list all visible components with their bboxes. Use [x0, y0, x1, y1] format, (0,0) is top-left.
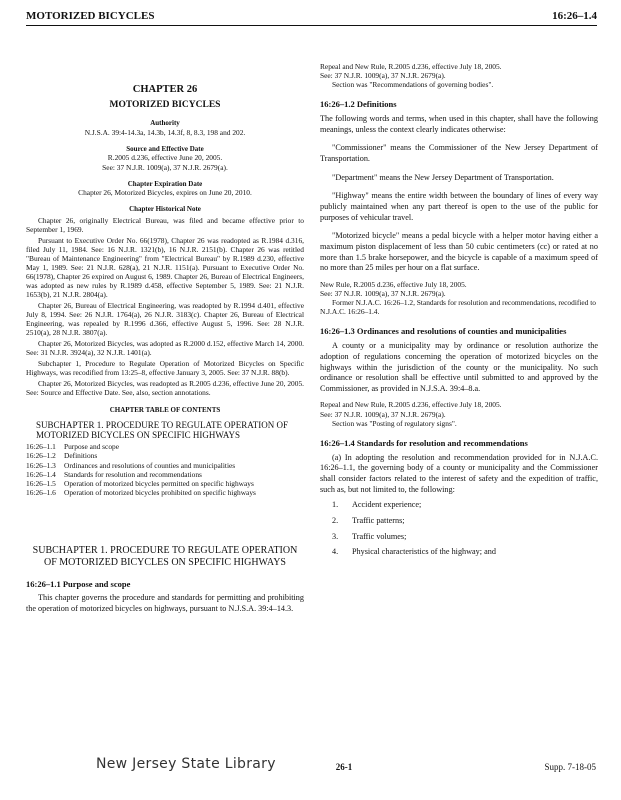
chapter-title: MOTORIZED BICYCLES — [109, 99, 221, 110]
source-text: R.2005 d.236, effective June 20, 2005. — [107, 153, 223, 163]
history-paragraph: Subchapter 1, Procedure to Regulate Operation of Motorized Bicycles on Specific Highways, was recodified from 13:25–8, effective January 3, 2005. See: 37 N.J.R. 88(b). — [26, 359, 304, 378]
note-line: Repeal and New Rule, R.2005 d.236, effective July 18, 2005. — [320, 400, 502, 410]
definition-highway: "Highway" means the entire width between the boundary of lines of every way publicly maintained when any part thereof is open to the use of the public for purposes of vehicular travel. — [320, 191, 598, 222]
section-heading-1-4: 16:26–1.4 Standards for resolution and recommendations — [320, 437, 528, 448]
toc-entry[interactable]: 16:26–1.4 Standards for resolution and recommendations — [26, 469, 202, 479]
right-column — [320, 62, 598, 563]
toc-heading: CHAPTER TABLE OF CONTENTS — [109, 406, 221, 415]
note-line: Section was "Posting of regulatory signs". — [332, 418, 457, 428]
definition-department: "Department" means the New Jersey Department of Transportation. — [332, 172, 554, 182]
list-item: 3. Traffic volumes; — [332, 531, 407, 541]
toc-entry[interactable]: 16:26–1.2 Definitions — [26, 451, 98, 461]
toc-subchapter: SUBCHAPTER 1. PROCEDURE TO REGULATE OPERATION OF MOTORIZED BICYCLES ON SPECIFIC HIGHWAYS — [36, 419, 288, 441]
toc-entry[interactable]: 16:26–1.1 Purpose and scope — [26, 442, 120, 452]
header-rule — [26, 25, 597, 26]
chapter-number: CHAPTER 26 — [132, 84, 198, 95]
running-header — [26, 10, 597, 22]
note-line: Former N.J.A.C. 16:26–1.2, Standards for resolution and recommendations, recodified to N.J.A.C. 16:26–1.4. — [320, 298, 596, 317]
page-footer — [96, 756, 596, 772]
section-text-1-2: The following words and terms, when used in this chapter, shall have the following meanings, unless the context clearly indicates otherwise: — [320, 114, 598, 134]
source-heading: Source and Effective Date — [126, 144, 204, 153]
expiration-text: Chapter 26, Motorized Bicycles, expires on June 20, 2010. — [78, 188, 252, 198]
page-number: 26-1 — [335, 762, 353, 772]
definition-commissioner: "Commissioner" means the Commissioner of the New Jersey Department of Transportation. — [320, 143, 598, 164]
note-line: New Rule, R.2005 d.236, effective July 18, 2005. — [320, 280, 467, 290]
list-item: 4. Physical characteristics of the highway; and — [332, 547, 496, 557]
section-heading-1-1: 16:26–1.1 Purpose and scope — [26, 578, 131, 589]
section-text-1-4: (a) In adopting the resolution and recommendation provided for in N.J.A.C. 16:26–1.1, the governing body of a county or municipality and the Commissioner shall consider factors related to the interest of safety and the expedition of traffic, such as, but not limited to, the following: — [320, 452, 598, 494]
note-line: Section was "Recommendations of governing bodies". — [332, 80, 494, 90]
supplement-date: Supp. 7-18-05 — [544, 762, 596, 772]
toc-list — [26, 442, 304, 496]
note-line: See: 37 N.J.R. 1009(a), 37 N.J.R. 2679(a). — [320, 71, 446, 81]
history-heading: Chapter Historical Note — [129, 205, 201, 214]
library-watermark: New Jersey State Library — [96, 756, 276, 772]
note-line: See: 37 N.J.R. 1009(a), 37 N.J.R. 2679(a). — [320, 409, 446, 419]
section-text-1-1: This chapter governs the procedure and standards for permitting and prohibiting the operation of motorized bicycles on highways, pursuant to N.J.S.A. 39:4–14.3. — [26, 592, 304, 613]
history-paragraph: Chapter 26, Motorized Bicycles, was adopted as R.2000 d.152, effective March 14, 2000. See: 31 N.J.R. 3924(a), 32 N.J.R. 1401(a). — [26, 339, 304, 358]
history-paragraph: Chapter 26, originally Electrical Bureau, was filed and became effective prior to September 1, 1969. — [26, 215, 304, 234]
section-heading-1-3: 16:26–1.3 Ordinances and resolutions of counties and municipalities — [320, 326, 567, 337]
section-text-1-3: A county or a municipality may by ordinance or resolution authorize the adoption of regulations concerning the operation of motorized bicycles on the highways within the jurisdiction of the county or the municipality. No such ordinance or resolution shall be effective until submitted to and approved by the Commissioner, as provided in N.J.S.A. 39:4–8.a. — [320, 341, 598, 393]
section-heading-1-2: 16:26–1.2 Definitions — [320, 99, 397, 110]
list-item: 1. Accident experience; — [332, 500, 422, 510]
subchapter-title: SUBCHAPTER 1. PROCEDURE TO REGULATE OPERATION OF MOTORIZED BICYCLES ON SPECIFIC HIGHWAYS — [32, 544, 298, 568]
history-paragraph: Chapter 26, Bureau of Electrical Engineering, was readopted by R.1994 d.401, effective July 8, 1994. See: 26 N.J.R. 1764(a), 26 N.J.R. 3183(c). Chapter 26, Bureau of Electrical Engineering, was repealed by R.1996 d.366, effective August 5, 1996. See: 28 N.J.R. 2510(a), 28 N.J.R. 3807(a). — [26, 300, 304, 337]
history-paragraph: Chapter 26, Motorized Bicycles, was readopted as R.2005 d.236, effective June 20, 2005. See: Source and Effective Date. See, also, section annotations. — [26, 379, 304, 398]
toc-entry[interactable]: 16:26–1.6 Operation of motorized bicycles prohibited on specific highways — [26, 487, 256, 497]
authority-text: N.J.S.A. 39:4-14.3a, 14.3b, 14.3f, 8, 8.3, 198 and 202. — [84, 127, 246, 137]
note-line: Repeal and New Rule, R.2005 d.236, effective July 18, 2005. — [320, 62, 502, 71]
source-see: See: 37 N.J.R. 1009(a), 37 N.J.R. 2679(a). — [102, 162, 228, 172]
list-item: 2. Traffic patterns; — [332, 515, 405, 525]
toc-entry[interactable]: 16:26–1.5 Operation of motorized bicycles permitted on specific highways — [26, 478, 254, 488]
expiration-heading: Chapter Expiration Date — [127, 179, 203, 188]
definition-motorized-bicycle: "Motorized bicycle" means a pedal bicycle with a helper motor having either a maximum piston displacement of less than 50 cubic centimeters (cc) or rated at no more than 1.5 brake horsepower, and the bicycle is capable of a maximum speed of no more than 25 miles per hour on a flat surface. — [320, 231, 598, 273]
header-section: 16:26–1.4 — [552, 10, 597, 22]
authority-heading: Authority — [150, 119, 180, 128]
toc-entry[interactable]: 16:26–1.3 Ordinances and resolutions of counties and municipalities — [26, 460, 236, 470]
left-column — [26, 62, 304, 616]
history-paragraph: Pursuant to Executive Order No. 66(1978), Chapter 26 was readopted as R.1984 d.316, filed July 11, 1984. See: 16 N.J.R. 1321(b), 16 N.J.R. 2151(b). Chapter 26 was retitled "Bureau of Maintenance Engineering" from "Electrical Bureau" by R.1989 d.230, effective May 1, 1989. See: 21 N.J.R. 628(a), 21 N.J.R. 1151(a). Pursuant to Executive Order No. 66(1978), Chapter 26 expired on August 6, 1989. Chapter 26, Bureau of Electrical Engineers, was adopted as new rules by R.1989 d.458, effective September 5, 1989. See: 21 N.J.R. 1653(b), 21 N.J.R. 2804(a). — [26, 235, 304, 299]
header-title: MOTORIZED BICYCLES — [26, 10, 155, 22]
note-line: See: 37 N.J.R. 1009(a), 37 N.J.R. 2679(a). — [320, 289, 446, 299]
